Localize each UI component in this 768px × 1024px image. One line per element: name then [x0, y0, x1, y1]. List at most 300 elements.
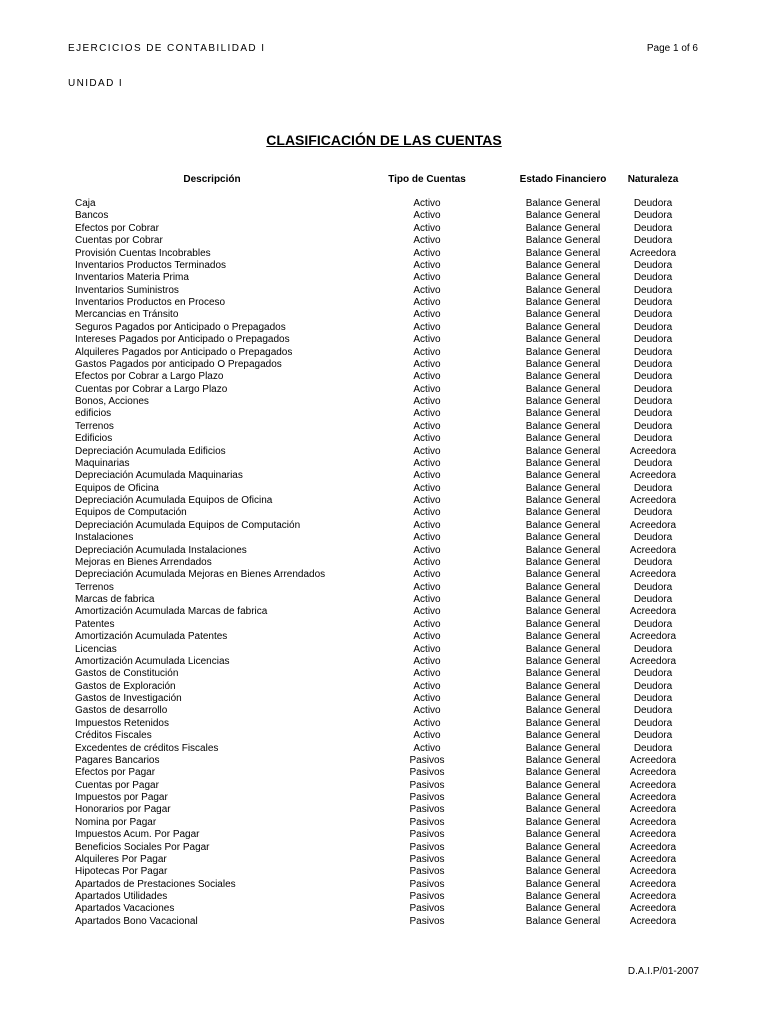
table-row [0, 297, 768, 309]
table-row [0, 235, 768, 247]
accounts-table [0, 198, 768, 928]
account-nature: Deudora [633, 346, 673, 358]
table-row [0, 470, 768, 482]
table-row [0, 446, 768, 458]
account-nature: Acreedora [629, 544, 677, 556]
table-row [0, 879, 768, 891]
account-description: Gastos de Exploración [75, 680, 176, 692]
account-description: Alquileres Por Pagar [75, 853, 167, 865]
financial-statement: Balance General [525, 544, 601, 556]
account-nature: Deudora [633, 297, 673, 308]
account-description: Bancos [75, 210, 109, 222]
account-nature: Deudora [633, 396, 673, 407]
account-type: Pasivos [409, 891, 445, 902]
table-row [0, 384, 768, 396]
account-description: Seguros Pagados por Anticipado o Prepagados [75, 321, 286, 333]
account-nature: Deudora [633, 680, 673, 692]
account-description: Provisión Cuentas Incobrables [75, 247, 211, 259]
table-row [0, 248, 768, 260]
account-type: Activo [413, 284, 441, 296]
account-type: Pasivos [409, 866, 445, 878]
page-title: CLASIFICACIÓN DE LAS CUENTAS [266, 132, 502, 148]
table-row [0, 532, 768, 544]
account-nature: Acreedora [629, 829, 677, 841]
account-type: Activo [413, 297, 441, 308]
account-description: Inventarios Suministros [75, 284, 179, 296]
account-description: Mejoras en Bienes Arrendados [75, 556, 212, 568]
account-type: Activo [413, 730, 441, 742]
account-description: edificios [75, 408, 112, 420]
financial-statement: Balance General [525, 730, 601, 742]
table-row [0, 334, 768, 346]
account-type: Activo [413, 594, 441, 605]
financial-statement: Balance General [525, 754, 601, 766]
account-description: Efectos por Cobrar a Largo Plazo [75, 371, 224, 383]
table-row [0, 829, 768, 841]
table-row [0, 916, 768, 928]
financial-statement: Balance General [525, 618, 601, 630]
account-nature: Acreedora [629, 903, 677, 915]
column-header-tipo: Tipo de Cuentas [388, 174, 466, 185]
account-nature: Deudora [633, 742, 673, 754]
account-type: Pasivos [409, 878, 445, 890]
table-row [0, 210, 768, 222]
account-type: Pasivos [409, 754, 445, 766]
account-description: Depreciación Acumulada Equipos de Oficina [75, 495, 273, 506]
account-nature: Deudora [633, 618, 673, 630]
column-header-naturaleza: Naturaleza [627, 174, 679, 185]
account-type: Activo [413, 371, 441, 383]
account-nature: Acreedora [629, 470, 677, 482]
table-row [0, 817, 768, 829]
account-description: Depreciación Acumulada Edificios [75, 445, 226, 457]
account-type: Activo [413, 420, 441, 432]
account-description: Efectos por Cobrar [75, 222, 159, 234]
account-nature: Deudora [633, 259, 673, 271]
course-header: EJERCICIOS DE CONTABILIDAD I [68, 43, 266, 54]
account-description: Impuestos Acum. Por Pagar [75, 829, 200, 841]
account-description: Apartados de Prestaciones Sociales [75, 878, 236, 890]
account-type: Activo [413, 618, 441, 630]
table-row [0, 557, 768, 569]
document-code: D.A.I.P/01-2007 [627, 966, 699, 977]
column-header-descripcion: Descripción [183, 174, 241, 185]
account-type: Activo [413, 482, 441, 494]
account-type: Activo [413, 334, 441, 346]
financial-statement: Balance General [525, 829, 601, 841]
account-type: Pasivos [409, 767, 445, 779]
account-description: Impuestos por Pagar [75, 792, 168, 803]
account-type: Activo [413, 668, 441, 680]
table-row [0, 582, 768, 594]
account-description: Amortización Acumulada Patentes [75, 631, 228, 643]
account-description: Efectos por Pagar [75, 767, 156, 779]
financial-statement: Balance General [525, 222, 601, 234]
account-description: Intereses Pagados por Anticipado o Prepagados [75, 334, 290, 346]
financial-statement: Balance General [525, 853, 601, 865]
account-description: Honorarios por Pagar [75, 804, 171, 816]
financial-statement: Balance General [525, 878, 601, 890]
table-row [0, 507, 768, 519]
financial-statement: Balance General [525, 742, 601, 754]
account-description: Bonos, Acciones [75, 396, 149, 407]
account-description: Patentes [75, 618, 115, 630]
financial-statement: Balance General [525, 680, 601, 692]
account-type: Activo [413, 655, 441, 667]
table-row [0, 792, 768, 804]
account-nature: Deudora [633, 408, 673, 420]
financial-statement: Balance General [525, 594, 601, 605]
account-description: Equipos de Oficina [75, 482, 159, 494]
account-description: Apartados Utilidades [75, 891, 168, 902]
financial-statement: Balance General [525, 655, 601, 667]
financial-statement: Balance General [525, 532, 601, 544]
financial-statement: Balance General [525, 717, 601, 729]
financial-statement: Balance General [525, 247, 601, 259]
account-nature: Deudora [633, 643, 673, 655]
financial-statement: Balance General [525, 358, 601, 370]
financial-statement: Balance General [525, 297, 601, 308]
account-type: Pasivos [409, 829, 445, 841]
table-row [0, 743, 768, 755]
financial-statement: Balance General [525, 519, 601, 531]
account-type: Activo [413, 222, 441, 234]
table-row [0, 755, 768, 767]
account-nature: Deudora [633, 507, 673, 519]
account-description: Mercancias en Tránsito [75, 309, 179, 321]
financial-statement: Balance General [525, 891, 601, 902]
account-type: Activo [413, 272, 441, 284]
account-description: Inventarios Productos en Proceso [75, 297, 226, 308]
account-type: Activo [413, 198, 441, 209]
table-row [0, 668, 768, 680]
account-nature: Acreedora [629, 606, 677, 618]
account-type: Activo [413, 556, 441, 568]
financial-statement: Balance General [525, 507, 601, 519]
account-nature: Deudora [633, 334, 673, 346]
account-nature: Deudora [633, 668, 673, 680]
account-description: Maquinarias [75, 457, 130, 469]
account-description: Depreciación Acumulada Instalaciones [75, 544, 247, 556]
account-nature: Deudora [633, 420, 673, 432]
account-nature: Acreedora [629, 247, 677, 259]
account-description: Gastos de desarrollo [75, 705, 168, 717]
account-nature: Deudora [633, 235, 673, 247]
account-description: Licencias [75, 643, 117, 655]
account-description: Inventarios Productos Terminados [75, 259, 227, 271]
financial-statement: Balance General [525, 198, 601, 209]
account-description: Gastos de Constitución [75, 668, 179, 680]
account-nature: Acreedora [629, 519, 677, 531]
account-description: Gastos de Investigación [75, 693, 182, 704]
financial-statement: Balance General [525, 866, 601, 878]
table-row [0, 285, 768, 297]
financial-statement: Balance General [525, 457, 601, 469]
table-row [0, 495, 768, 507]
account-nature: Deudora [633, 717, 673, 729]
financial-statement: Balance General [525, 668, 601, 680]
table-row [0, 705, 768, 717]
account-type: Activo [413, 358, 441, 370]
account-description: Excedentes de créditos Fiscales [75, 742, 219, 754]
account-nature: Deudora [633, 309, 673, 321]
financial-statement: Balance General [525, 235, 601, 247]
financial-statement: Balance General [525, 606, 601, 618]
account-nature: Deudora [633, 383, 673, 395]
table-row [0, 681, 768, 693]
account-type: Activo [413, 680, 441, 692]
financial-statement: Balance General [525, 556, 601, 568]
table-row [0, 322, 768, 334]
table-row [0, 903, 768, 915]
account-nature: Acreedora [629, 816, 677, 828]
account-type: Activo [413, 259, 441, 271]
financial-statement: Balance General [525, 631, 601, 643]
table-row [0, 433, 768, 445]
financial-statement: Balance General [525, 903, 601, 915]
account-nature: Acreedora [629, 792, 677, 803]
financial-statement: Balance General [525, 309, 601, 321]
account-description: Hipotecas Por Pagar [75, 866, 168, 878]
account-nature: Acreedora [629, 866, 677, 878]
account-nature: Deudora [633, 532, 673, 544]
table-row [0, 483, 768, 495]
account-nature: Acreedora [629, 779, 677, 791]
financial-statement: Balance General [525, 396, 601, 407]
account-type: Activo [413, 433, 441, 445]
account-description: Marcas de fabrica [75, 594, 155, 605]
financial-statement: Balance General [525, 841, 601, 853]
financial-statement: Balance General [525, 445, 601, 457]
account-nature: Deudora [633, 321, 673, 333]
account-nature: Acreedora [629, 841, 677, 853]
account-type: Pasivos [409, 779, 445, 791]
unit-label: UNIDAD I [68, 78, 124, 89]
account-nature: Deudora [633, 693, 673, 704]
account-type: Activo [413, 495, 441, 506]
account-type: Activo [413, 569, 441, 581]
table-row [0, 594, 768, 606]
account-description: Amortización Acumulada Marcas de fabrica [75, 606, 268, 618]
account-type: Activo [413, 247, 441, 259]
financial-statement: Balance General [525, 569, 601, 581]
financial-statement: Balance General [525, 643, 601, 655]
table-row [0, 545, 768, 557]
account-type: Pasivos [409, 816, 445, 828]
account-description: Edificios [75, 433, 113, 445]
account-description: Nomina por Pagar [75, 816, 157, 828]
table-row [0, 842, 768, 854]
account-type: Activo [413, 519, 441, 531]
account-nature: Deudora [633, 730, 673, 742]
account-nature: Deudora [633, 556, 673, 568]
financial-statement: Balance General [525, 779, 601, 791]
financial-statement: Balance General [525, 210, 601, 222]
account-nature: Acreedora [629, 891, 677, 902]
account-nature: Acreedora [629, 631, 677, 643]
account-nature: Deudora [633, 222, 673, 234]
account-type: Pasivos [409, 841, 445, 853]
account-description: Apartados Bono Vacacional [75, 915, 198, 927]
table-row [0, 780, 768, 792]
account-description: Terrenos [75, 420, 114, 432]
account-type: Activo [413, 445, 441, 457]
table-row [0, 693, 768, 705]
financial-statement: Balance General [525, 371, 601, 383]
account-nature: Acreedora [629, 754, 677, 766]
financial-statement: Balance General [525, 383, 601, 395]
account-nature: Acreedora [629, 804, 677, 816]
account-nature: Deudora [633, 210, 673, 222]
financial-statement: Balance General [525, 482, 601, 494]
account-type: Pasivos [409, 853, 445, 865]
account-type: Activo [413, 235, 441, 247]
account-type: Activo [413, 210, 441, 222]
financial-statement: Balance General [525, 408, 601, 420]
account-type: Activo [413, 346, 441, 358]
account-type: Activo [413, 717, 441, 729]
account-type: Pasivos [409, 903, 445, 915]
account-nature: Acreedora [629, 853, 677, 865]
account-description: Alquileres Pagados por Anticipado o Prepagados [75, 346, 293, 358]
account-description: Cuentas por Pagar [75, 779, 159, 791]
table-row [0, 223, 768, 235]
account-nature: Deudora [633, 358, 673, 370]
account-type: Activo [413, 309, 441, 321]
account-type: Activo [413, 606, 441, 618]
table-row [0, 854, 768, 866]
table-row [0, 644, 768, 656]
table-row [0, 396, 768, 408]
account-type: Pasivos [409, 792, 445, 803]
account-description: Gastos Pagados por anticipado O Prepagados [75, 358, 282, 370]
financial-statement: Balance General [525, 346, 601, 358]
financial-statement: Balance General [525, 420, 601, 432]
account-description: Inventarios Materia Prima [75, 272, 189, 284]
account-nature: Deudora [633, 272, 673, 284]
table-row [0, 347, 768, 359]
table-row [0, 458, 768, 470]
account-nature: Deudora [633, 284, 673, 296]
account-description: Cuentas por Cobrar [75, 235, 163, 247]
table-row [0, 718, 768, 730]
table-row [0, 730, 768, 742]
financial-statement: Balance General [525, 321, 601, 333]
account-nature: Deudora [633, 198, 673, 209]
account-type: Activo [413, 581, 441, 593]
account-description: Depreciación Acumulada Maquinarias [75, 470, 243, 482]
account-description: Instalaciones [75, 532, 134, 544]
table-row [0, 804, 768, 816]
table-row [0, 631, 768, 643]
account-type: Activo [413, 470, 441, 482]
account-description: Amortización Acumulada Licencias [75, 655, 230, 667]
account-description: Depreciación Acumulada Equipos de Computación [75, 519, 301, 531]
table-row [0, 309, 768, 321]
account-description: Impuestos Retenidos [75, 717, 169, 729]
table-row [0, 408, 768, 420]
account-nature: Acreedora [629, 569, 677, 581]
table-row [0, 520, 768, 532]
account-type: Activo [413, 408, 441, 420]
account-type: Activo [413, 383, 441, 395]
account-description: Terrenos [75, 581, 114, 593]
account-type: Activo [413, 705, 441, 717]
account-nature: Deudora [633, 581, 673, 593]
financial-statement: Balance General [525, 804, 601, 816]
account-description: Depreciación Acumulada Mejoras en Bienes Arrendados [75, 569, 326, 581]
financial-statement: Balance General [525, 581, 601, 593]
page-indicator: Page 1 of 6 [646, 43, 698, 54]
account-description: Apartados Vacaciones [75, 903, 175, 915]
financial-statement: Balance General [525, 693, 601, 704]
financial-statement: Balance General [525, 284, 601, 296]
account-nature: Deudora [633, 433, 673, 445]
account-nature: Deudora [633, 371, 673, 383]
account-nature: Deudora [633, 457, 673, 469]
table-row [0, 260, 768, 272]
financial-statement: Balance General [525, 272, 601, 284]
financial-statement: Balance General [525, 334, 601, 346]
account-nature: Acreedora [629, 767, 677, 779]
account-type: Activo [413, 631, 441, 643]
table-row [0, 767, 768, 779]
financial-statement: Balance General [525, 792, 601, 803]
account-nature: Deudora [633, 594, 673, 605]
account-type: Activo [413, 643, 441, 655]
account-nature: Acreedora [629, 878, 677, 890]
account-description: Pagares Bancarios [75, 754, 160, 766]
account-nature: Acreedora [629, 495, 677, 506]
column-header-estado: Estado Financiero [519, 174, 607, 185]
account-type: Activo [413, 742, 441, 754]
account-type: Activo [413, 532, 441, 544]
account-type: Activo [413, 457, 441, 469]
account-description: Equipos de Computación [75, 507, 187, 519]
table-row [0, 272, 768, 284]
account-type: Activo [413, 321, 441, 333]
financial-statement: Balance General [525, 495, 601, 506]
account-type: Pasivos [409, 804, 445, 816]
financial-statement: Balance General [525, 433, 601, 445]
table-row [0, 619, 768, 631]
table-row [0, 359, 768, 371]
account-type: Pasivos [409, 915, 445, 927]
financial-statement: Balance General [525, 915, 601, 927]
table-row [0, 371, 768, 383]
account-type: Activo [413, 507, 441, 519]
financial-statement: Balance General [525, 816, 601, 828]
table-row [0, 656, 768, 668]
financial-statement: Balance General [525, 259, 601, 271]
account-nature: Deudora [633, 705, 673, 717]
account-type: Activo [413, 544, 441, 556]
account-type: Activo [413, 396, 441, 407]
table-row [0, 606, 768, 618]
account-description: Cuentas por Cobrar a Largo Plazo [75, 383, 228, 395]
table-row [0, 198, 768, 210]
table-row [0, 421, 768, 433]
account-nature: Acreedora [629, 915, 677, 927]
account-nature: Acreedora [629, 655, 677, 667]
financial-statement: Balance General [525, 767, 601, 779]
account-type: Activo [413, 693, 441, 704]
table-row [0, 891, 768, 903]
table-row [0, 866, 768, 878]
account-description: Créditos Fiscales [75, 730, 152, 742]
account-nature: Acreedora [629, 445, 677, 457]
financial-statement: Balance General [525, 705, 601, 717]
